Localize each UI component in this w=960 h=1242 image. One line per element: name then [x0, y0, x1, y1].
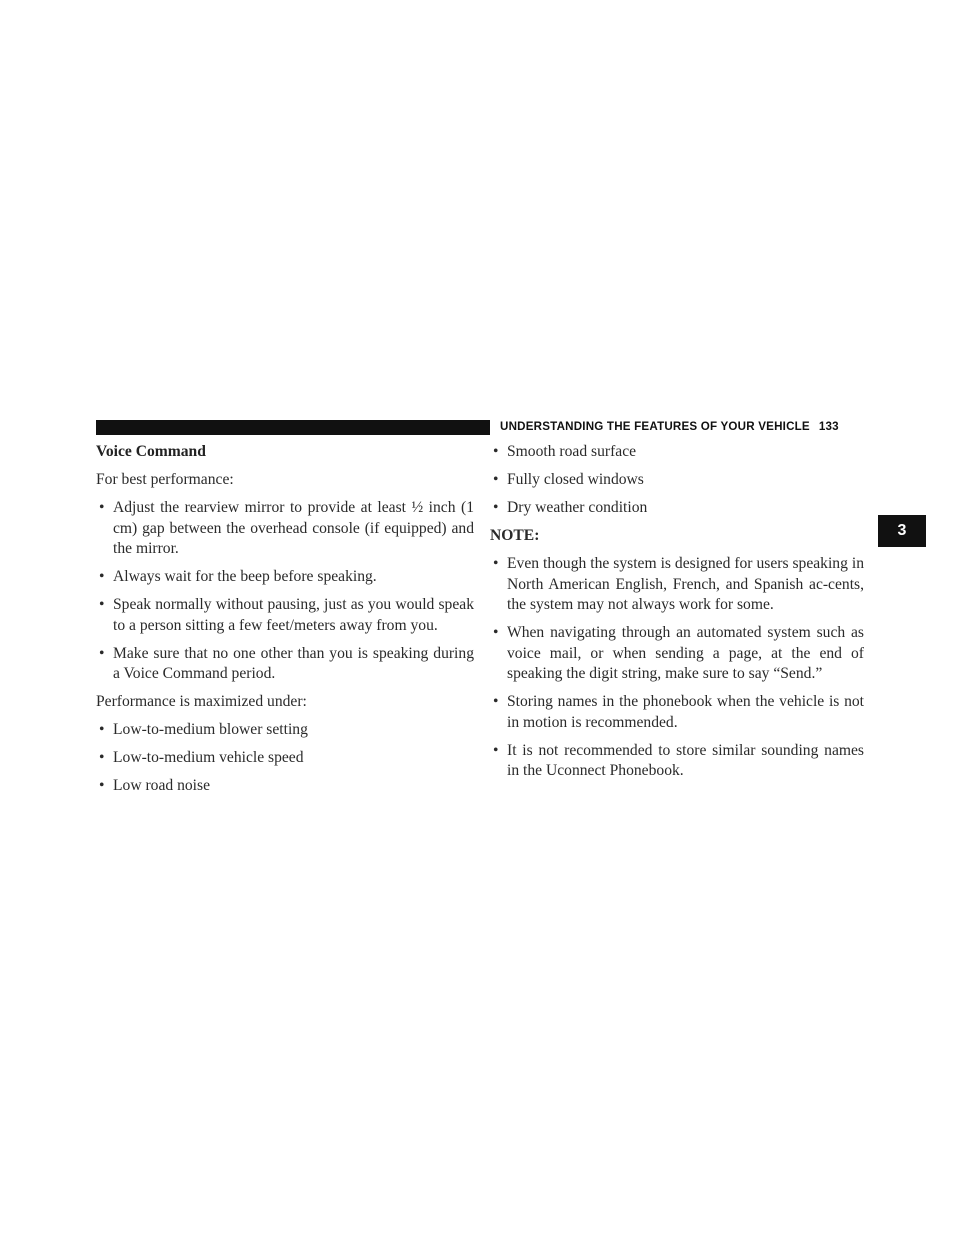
bullet-icon: • [99, 596, 105, 613]
bullet-icon: • [493, 555, 499, 572]
list-item: • Adjust the rearview mirror to provide at least ½ inch (1 cm) gap between the overhead console (if equipped) and the mirror. [99, 499, 474, 557]
bullet-icon: • [493, 443, 499, 460]
section-title: UNDERSTANDING THE FEATURES OF YOUR VEHICLE [500, 420, 810, 433]
bullet-icon: • [99, 777, 105, 794]
bullet-icon: • [493, 693, 499, 710]
best-performance-list [96, 498, 474, 685]
right-column [490, 442, 864, 789]
bullet-icon: • [493, 471, 499, 488]
page-number: 133 [818, 420, 839, 433]
bullet-icon: • [99, 644, 105, 662]
list-item: • When navigating through an automated system such as voice mail, or when sending a page, at the end of speaking the digit string, make sure to say “Send.” [493, 624, 864, 682]
left-column [96, 442, 474, 804]
bullet-icon: • [493, 741, 499, 759]
list-item: • Make sure that no one other than you is speaking during a Voice Command period. [99, 644, 474, 682]
maximized-list-continued [490, 442, 864, 519]
intro-paragraph: For best performance: [96, 471, 234, 488]
bullet-icon: • [493, 499, 499, 516]
chapter-tab: 3 [878, 515, 926, 547]
section-heading: Voice Command [96, 443, 206, 460]
bullet-icon: • [99, 568, 105, 585]
list-item: • Storing names in the phonebook when the vehicle is not in motion is recommended. [493, 693, 864, 731]
note-label: NOTE: [490, 527, 540, 544]
list-item: • Dry weather condition [490, 498, 864, 519]
bullet-icon: • [493, 624, 499, 641]
note-list [490, 554, 864, 782]
list-item: • Always wait for the beep before speaking. [96, 567, 474, 588]
list-item: • Smooth road surface [490, 442, 864, 463]
list-item: • Even though the system is designed for users speaking in North American English, French, and Spanish ac-cents, the system may not always work for some. [493, 555, 864, 613]
maximized-list [96, 720, 474, 797]
running-header [500, 418, 864, 436]
list-item: • Fully closed windows [490, 470, 864, 491]
bullet-icon: • [99, 749, 105, 766]
header-rule [96, 420, 490, 435]
list-item: • Low-to-medium vehicle speed [96, 748, 474, 769]
list-item: • Low road noise [96, 776, 474, 797]
bullet-icon: • [99, 721, 105, 738]
maximized-paragraph: Performance is maximized under: [96, 693, 307, 710]
bullet-icon: • [99, 499, 105, 516]
list-item: • Speak normally without pausing, just as you would speak to a person sitting a few feet/meters away from you. [99, 596, 474, 634]
list-item: • It is not recommended to store similar sounding names in the Uconnect Phonebook. [493, 741, 864, 779]
list-item: • Low-to-medium blower setting [96, 720, 474, 741]
